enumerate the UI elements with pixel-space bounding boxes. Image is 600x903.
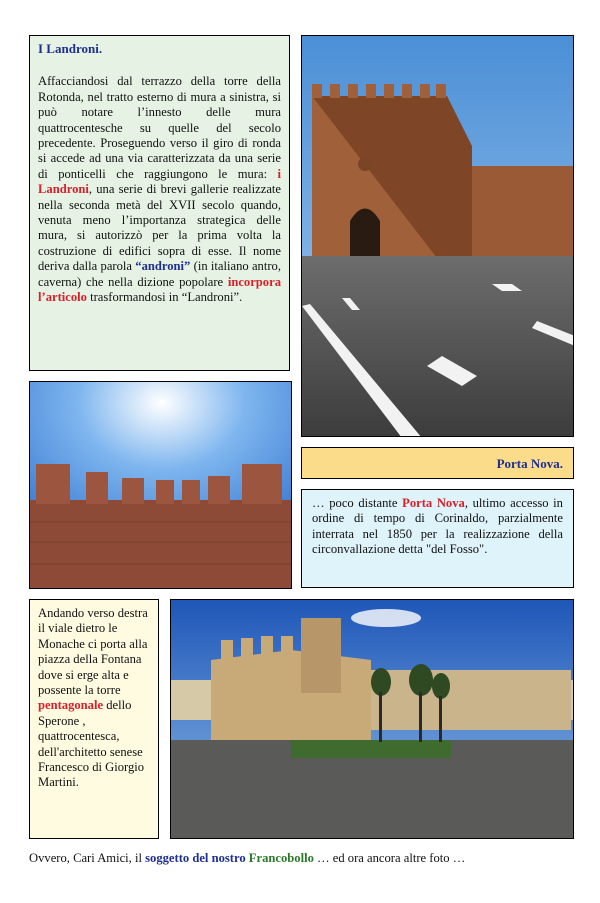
landroni-highlight-3: incorpora l’articolo — [38, 274, 281, 305]
landroni-photo — [29, 381, 292, 589]
landroni-paragraph — [38, 74, 281, 305]
landroni-text-3: (in italiano antro, caverna) che nella dizione popolare — [38, 259, 281, 289]
landroni-text-box — [29, 35, 290, 371]
landroni-text-2: , una serie di brevi gallerie realizzate nella seconda metà del XVII secolo quando, venuta meno l’importanza strategica delle mura, si autorizzò per la prima volta la costruzione di edifici sopra di esse. Il nome deriva dalla parola — [38, 182, 281, 274]
footer-caption — [29, 850, 574, 866]
sperone-text-1: Andando verso destra il viale dietro le Monache ci porta alla piazza della Fontana dove si erge alta e possente la torre — [38, 606, 148, 698]
footer-text-1: Ovvero, Cari Amici, il — [29, 851, 146, 865]
footer-text-3: … ed ora ancora altre foto … — [313, 851, 466, 865]
porta-nova-photo — [301, 35, 574, 437]
footer-highlight-1: soggetto del nostro — [145, 851, 246, 865]
landroni-highlight-1: i Landroni — [38, 166, 281, 197]
sperone-highlight: pentagonale — [38, 698, 104, 713]
sperone-text-box — [29, 599, 159, 839]
landroni-text-4: trasformandosi in “Landroni”. — [86, 290, 243, 305]
footer-highlight-2: Francobollo — [248, 851, 314, 865]
porta-nova-title-box — [301, 447, 574, 479]
porta-nova-text-1: … poco distante — [312, 496, 403, 510]
landroni-title: I Landroni. — [38, 41, 103, 56]
porta-nova-text-2: , ultimo accesso in ordine di tempo di Corinaldo, parzialmente interrata nel 1850 per la realizzazione della circonvallazione detta "del Fosso". — [312, 496, 563, 557]
landroni-text-1: Affacciandosi dal terrazzo della torre della Rotonda, nel tratto esterno di mura a sinistra, si può notare l’innesto delle mura quattrocentesche su quelle del secolo precedente. Proseguendo verso il giro di ronda si accede ad una via caratterizzata da una serie di ponticelli che raggiungono le mura: — [38, 74, 281, 181]
porta-nova-highlight: Porta Nova — [402, 496, 465, 510]
porta-nova-text-box — [301, 489, 574, 588]
porta-nova-title: Porta Nova. — [496, 456, 563, 471]
landroni-highlight-2: “androni” — [135, 259, 191, 274]
sperone-photo — [170, 599, 574, 839]
sperone-text-2: dello Sperone , quattrocentesca, dell'architetto senese Francesco di Giorgio Martini. — [38, 698, 145, 790]
